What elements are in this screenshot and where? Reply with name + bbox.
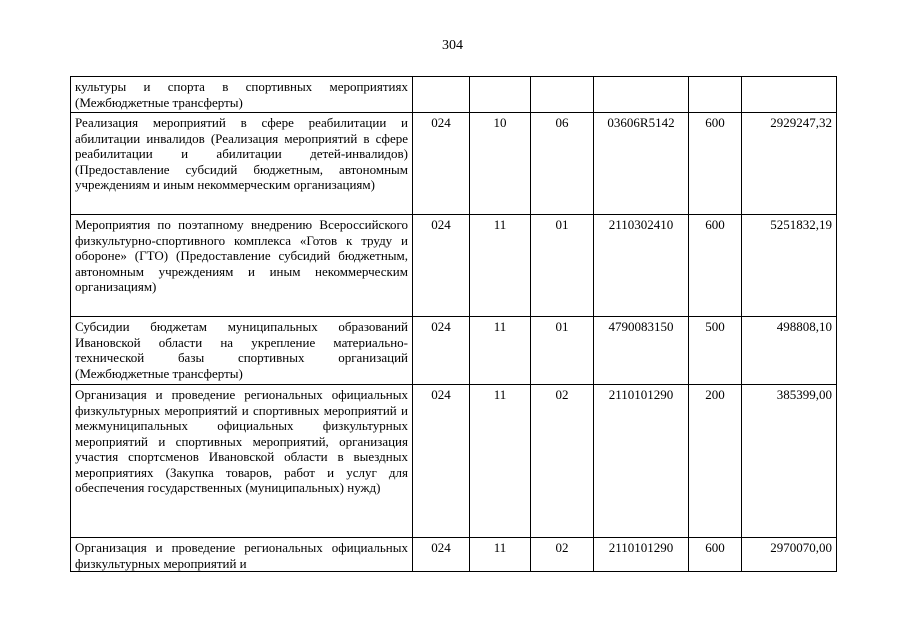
- cell-description: Субсидии бюджетам муниципальных образований Ивановской области на укрепление материально-технической базы спортивных организаций (Межбюджетные трансферты): [71, 317, 413, 385]
- cell-target-article: 2110101290: [594, 385, 689, 538]
- cell-section-code: 11: [470, 538, 531, 572]
- cell-expense-type: 600: [689, 215, 742, 317]
- cell-amount: [742, 77, 837, 113]
- cell-amount: 385399,00: [742, 385, 837, 538]
- table-body: [71, 77, 837, 572]
- cell-target-article: 4790083150: [594, 317, 689, 385]
- page-number: 304: [442, 38, 463, 53]
- cell-amount: 2970070,00: [742, 538, 837, 572]
- cell-section-code: 11: [470, 317, 531, 385]
- cell-section-code: 11: [470, 385, 531, 538]
- cell-subsection-code: 02: [531, 385, 594, 538]
- cell-ministry-code: 024: [413, 385, 470, 538]
- cell-target-article: 2110101290: [594, 538, 689, 572]
- cell-section-code: 10: [470, 113, 531, 215]
- cell-expense-type: 200: [689, 385, 742, 538]
- cell-description: Реализация мероприятий в сфере реабилитации и абилитации инвалидов (Реализация мероприятий в сфере реабилитации и абилитации детей-инвалидов) (Предоставление субсидий бюджетным, автономным учреждениям и иным некоммерческим организациям): [71, 113, 413, 215]
- cell-target-article: [594, 77, 689, 113]
- cell-subsection-code: 01: [531, 317, 594, 385]
- budget-table: [70, 76, 837, 572]
- cell-expense-type: 600: [689, 538, 742, 572]
- table-row: [71, 317, 837, 385]
- cell-expense-type: [689, 77, 742, 113]
- cell-expense-type: 600: [689, 113, 742, 215]
- table-row: [71, 385, 837, 538]
- table-row: [71, 113, 837, 215]
- cell-amount: 2929247,32: [742, 113, 837, 215]
- table-row: [71, 538, 837, 572]
- cell-amount: 5251832,19: [742, 215, 837, 317]
- cell-subsection-code: 06: [531, 113, 594, 215]
- cell-description: культуры и спорта в спортивных мероприятиях (Межбюджетные трансферты): [71, 77, 413, 113]
- cell-ministry-code: 024: [413, 317, 470, 385]
- cell-target-article: 2110302410: [594, 215, 689, 317]
- cell-target-article: 03606R5142: [594, 113, 689, 215]
- table-row: [71, 77, 837, 113]
- cell-ministry-code: 024: [413, 538, 470, 572]
- cell-section-code: [470, 77, 531, 113]
- cell-expense-type: 500: [689, 317, 742, 385]
- cell-description: Организация и проведение региональных официальных физкультурных мероприятий и спортивных мероприятий и межмуниципальных официальных физкультурных мероприятий и спортивных мероприятий, организация участия спортсменов Ивановской области в выездных мероприятиях (Закупка товаров, работ и услуг для обеспечения государственных (муниципальных) нужд): [71, 385, 413, 538]
- cell-subsection-code: 02: [531, 538, 594, 572]
- cell-subsection-code: 01: [531, 215, 594, 317]
- cell-section-code: 11: [470, 215, 531, 317]
- cell-amount: 498808,10: [742, 317, 837, 385]
- cell-ministry-code: 024: [413, 113, 470, 215]
- cell-description: Мероприятия по поэтапному внедрению Всероссийского физкультурно-спортивного комплекса «Готов к труду и обороне» (ГТО) (Предоставление субсидий бюджетным, автономным учреждениям и иным некоммерческим организациям): [71, 215, 413, 317]
- cell-description: Организация и проведение региональных официальных физкультурных мероприятий и: [71, 538, 413, 572]
- table-row: [71, 215, 837, 317]
- cell-ministry-code: 024: [413, 215, 470, 317]
- cell-subsection-code: [531, 77, 594, 113]
- cell-ministry-code: [413, 77, 470, 113]
